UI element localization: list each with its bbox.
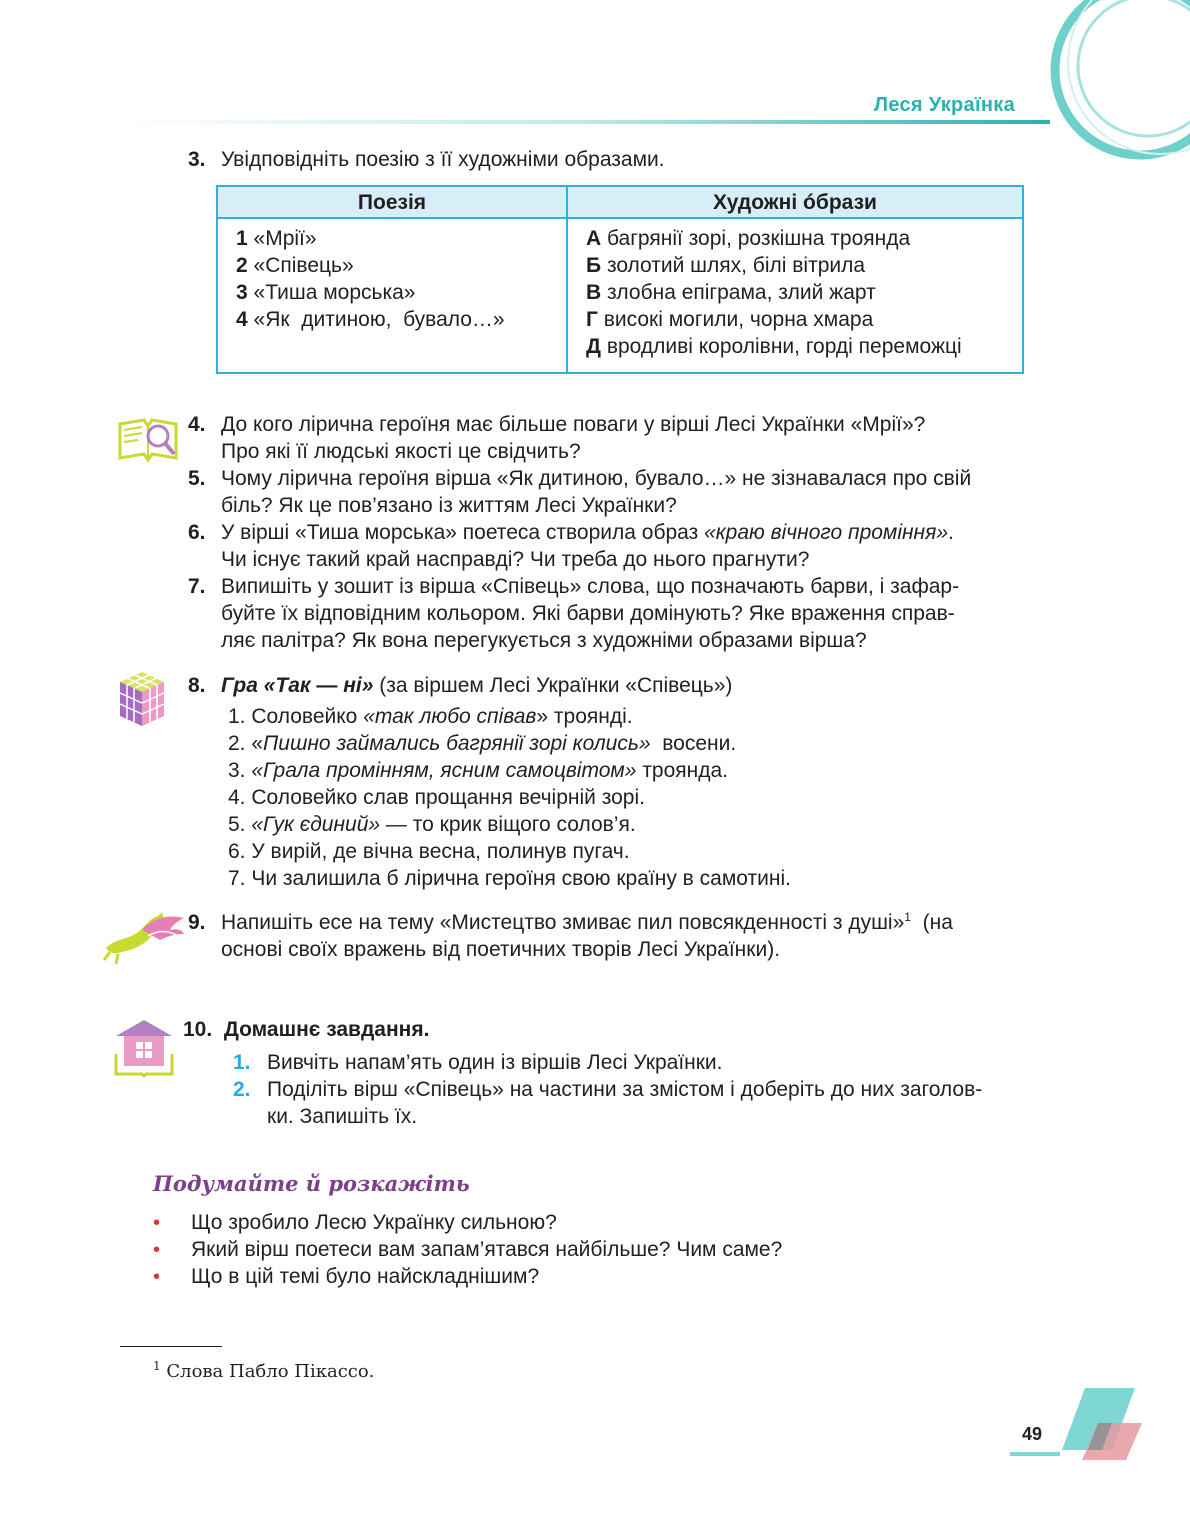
task-number: 8. bbox=[188, 674, 206, 697]
task-number: 7. bbox=[188, 575, 206, 598]
book-magnifier-icon bbox=[120, 420, 176, 460]
task-10-heading bbox=[183, 1016, 429, 1043]
cube-icon bbox=[120, 672, 164, 726]
task-6 bbox=[188, 519, 1058, 573]
pegasus-icon bbox=[104, 912, 184, 964]
list-item: • Що в цій темі було найскладнішим? bbox=[153, 1263, 539, 1291]
header-circles-decoration bbox=[1055, 0, 1190, 155]
header-rule bbox=[120, 120, 1050, 124]
list-item: 2 «Співець» bbox=[236, 254, 354, 277]
task-line: Про які її людські якості це свідчить? bbox=[221, 440, 581, 463]
table-header-images: Художні óбрази bbox=[567, 186, 1023, 218]
task-7 bbox=[188, 573, 1058, 654]
list-item: Г високі могили, чорна хмара bbox=[586, 308, 874, 331]
task-line: Чи існує такий край насправді? Чи треба до нього прагнути? bbox=[221, 548, 810, 571]
bullet-icon: • bbox=[153, 1212, 161, 1234]
footnote: $^1$ Слова Пабло Пікассо. bbox=[153, 1359, 375, 1382]
list-item: 1 «Мрії» bbox=[236, 227, 317, 250]
task-8 bbox=[188, 672, 1058, 699]
task-number: 3. bbox=[188, 148, 206, 171]
game-title: Гра «Так — ні» bbox=[221, 674, 374, 697]
footnote-divider bbox=[120, 1346, 222, 1347]
task-3 bbox=[188, 146, 1058, 173]
task-4 bbox=[188, 411, 1058, 465]
list-item: 3. «Грала промінням, ясним самоцвітом» троянда. bbox=[228, 759, 729, 782]
list-item: А багрянії зорі, розкішна троянда bbox=[586, 227, 911, 250]
images-column bbox=[567, 218, 1023, 373]
list-item: • Який вірш поетеси вам запам’ятався найбільше? Чим саме? bbox=[153, 1236, 782, 1264]
section-title: Подумайте й розкажіть bbox=[153, 1171, 470, 1196]
task-line: Чому лірична героїня вірша «Як дитиною, бувало…» не зізнавалася про свій bbox=[221, 467, 972, 490]
task-line: буйте їх відповідним кольором. Які барви домінують? Яке враження справ- bbox=[221, 602, 955, 625]
poetry-column bbox=[217, 218, 567, 373]
homework-item: 1. Вивчіть напам’ять один із віршів Лесі Українки. bbox=[233, 1051, 723, 1074]
task-9 bbox=[188, 909, 1058, 963]
list-item: 4. Соловейко слав прощання вечірній зорі. bbox=[228, 786, 645, 809]
home-icon bbox=[116, 1020, 172, 1076]
list-item: В злобна епіграма, злий жарт bbox=[586, 281, 876, 304]
list-item: 3 «Тиша морська» bbox=[236, 281, 416, 304]
task-number: 9. bbox=[188, 911, 206, 934]
game-statements-list bbox=[228, 703, 791, 892]
task-number: 4. bbox=[188, 413, 206, 436]
list-item: • Що зробило Лесю Українку сильною? bbox=[153, 1209, 557, 1237]
task-line: У вірші «Тиша морська» поетеса створила образ «краю вічного проміння». bbox=[221, 521, 954, 544]
header-title: Леся Українка bbox=[874, 94, 1016, 116]
bullet-icon: • bbox=[153, 1239, 161, 1261]
task-number: 10. bbox=[183, 1018, 213, 1041]
task-line: До кого лірична героїня має більше поваги у вірші Лесі Українки «Мрії»? bbox=[221, 413, 926, 436]
task-line: Напишіть есе на тему «Мистецтво змиває пил повсякденності з душі»$^1$ (на bbox=[221, 910, 953, 934]
task-number: 5. bbox=[188, 467, 206, 490]
task-number: 6. bbox=[188, 521, 206, 544]
quote-italic: «краю вічного проміння» bbox=[704, 521, 949, 544]
task-line: ляє палітра? Як вона перегукується з художніми образами вірша? bbox=[221, 629, 867, 652]
list-item: Д вродливі королівни, горді переможці bbox=[586, 335, 962, 358]
task-5 bbox=[188, 465, 1058, 519]
list-item: 4 «Як дитиною, бувало…» bbox=[236, 308, 505, 331]
task-text: Увідповідніть поезію з її художніми образами. bbox=[221, 148, 665, 171]
homework-title: Домашнє завдання. bbox=[223, 1018, 430, 1041]
list-item: 6. У вирій, де вічна весна, полинув пугач. bbox=[228, 840, 630, 863]
task-line: біль? Як це пов’язано із життям Лесі Українки? bbox=[221, 494, 677, 517]
task-line: Випишіть у зошит із вірша «Співець» слова, що позначають барви, і зафар- bbox=[221, 575, 960, 598]
list-item: Б золотий шлях, білі вітрила bbox=[586, 254, 866, 277]
list-item: 5. «Гук єдиний» — то крик віщого солов’я. bbox=[228, 813, 636, 836]
task-line bbox=[221, 672, 1058, 699]
game-subtitle: (за віршем Лесі Українки «Співець») bbox=[373, 674, 733, 697]
list-item: 7. Чи залишила б лірична героїня свою країну в самотині. bbox=[228, 867, 791, 890]
homework-item: 2. Поділіть вірш «Співець» на частини за змістом і доберіть до них заголов- ки. Запишіть їх. bbox=[233, 1078, 983, 1128]
bullet-icon: • bbox=[153, 1266, 161, 1288]
footnote-ref: 1 bbox=[904, 910, 911, 924]
table-header-poetry: Поезія bbox=[217, 186, 567, 218]
matching-table bbox=[216, 185, 1024, 374]
list-item: 1. Соловейко «так любо співав» троянді. bbox=[228, 705, 633, 728]
list-item: 2. «Пишно займались багрянії зорі колись» восени. bbox=[228, 732, 737, 755]
page-number: 49 bbox=[1022, 1424, 1043, 1444]
task-line: основі своїх вражень від поетичних творів Лесі Українки). bbox=[221, 938, 781, 961]
